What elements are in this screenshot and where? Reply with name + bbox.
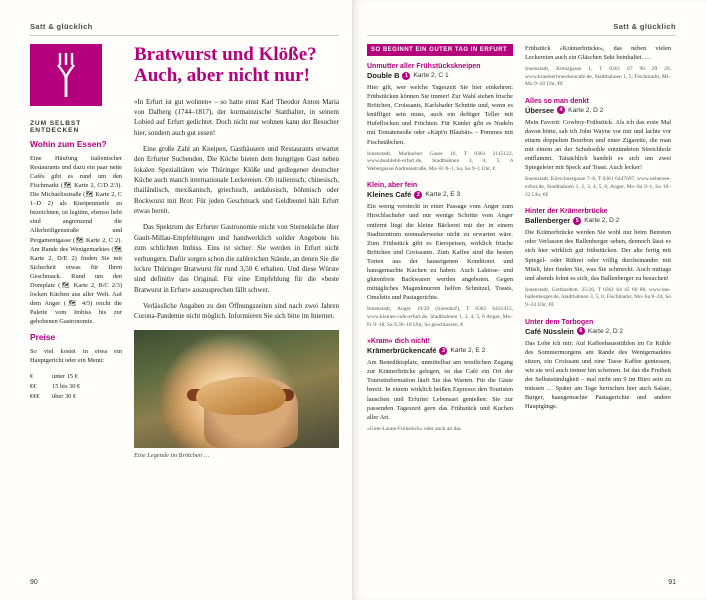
body-paragraph: Eine große Zahl an Kneipen, Gasthäusern und Restaurants erwartet den Erfurter Suchenden. Die Köche bieten dem hungrigen Gast neben lokalen Spezialitäten wie Thüringer Klöße und gediegener deutscher Küche auch manch internationale Leckereien. Ob italienisch, chinesisch, thailändisch, mexikanisch, griechisch, andalusisch, böhmisch oder Bockwurst mit Brot: Für jeden Geschmack und Geldbeutel hält Erfurt etwas bereit. (134, 144, 339, 216)
entry-text: Hier gilt, wer welche Tageszeit Sie hier einkehren: Frühstücken können Sie immer! Zur Wahl stehen frische Brötchen, Croissants, Karlsbader Schnitte und, wenn es knüffiger sein muss, auch ein deftiger Teller mit Hufeflocken und Früchten. Für Kinder gibt es Nudeln mit Tomatensoße oder »Käpt'n Blaubär« – Pommes mit Fischstäbchen. (367, 84, 513, 146)
entry-text: Am Benediktsplatz, unmittelbar am westlichen Zugang zur Krämerbrücke gelegen, ist das Café ein Ort der Touristinformation läuft Sie das Warten. Für die Gäste bereit. In einem wirklich heißen Espresso den Touristen lauschen und Erfurter Lebensart genießen: Sie zur passenden Tageszeit gern das Frühstück und Kuchen aller Art. (367, 359, 513, 421)
entry-info: Innenstadt, Kürschnergasse 7–8, T 0361 6447697, www.uebersee-erfurt.de, Stadtbahnen 1, 2, 3, 4, 5, 6; Anger, Mo–Sa 9–1, So 10–22 Uhr, €€ (525, 176, 671, 198)
entry-name-row (367, 71, 513, 80)
price-symbol: € (30, 373, 34, 381)
entry-category: Klein, aber fein (367, 182, 418, 190)
price-row (30, 392, 122, 402)
entry-name: Übersee (525, 105, 555, 115)
section-band: SO BEGINNT EIN GUTER TAG IN ERFURT (367, 44, 513, 56)
entry-name: Café Nüsslein (525, 326, 574, 336)
price-intro: So viel kostet in etwa ein Hauptgericht oder ein Menü: (30, 348, 122, 365)
right-column-2 (525, 44, 671, 589)
entry-category: Alles so man denkt (525, 97, 589, 105)
listing-entry-continuation (525, 44, 671, 89)
entry-name-row (525, 327, 671, 336)
price-symbol: €€€ (30, 392, 40, 400)
entry-name-row (367, 346, 513, 355)
entry-info: »Gute-Laune-Frühstück« oder auch an das (367, 425, 461, 432)
header-rule-right (367, 35, 676, 36)
entry-info: Innenstadt, Anger 19/20 (Innenhof), T 0361 6431415, www.kleines-cafe-erfurt.de, Stadtbahnen 1, 3, 4, 5, 6 Anger, Mo–Fr 9–18, Sa 9.30–18 Uhr, So geschlossen, € (367, 306, 513, 328)
section-label: ZUM SELBST ENTDECKEN (30, 120, 82, 134)
folio-left: 90 (30, 579, 38, 586)
entry-map-ref: Karte 2, D 2 (568, 106, 604, 114)
price-symbol: €€ (30, 382, 37, 390)
entry-category: Unter dem Torbogen (525, 318, 594, 326)
map-pin-icon: 4 (557, 106, 565, 114)
entry-info: Innenstadt, Kreuzgasse 1, T 0361 67 96 29 20, www.kraemerbrueckencafe.de, Stadtbahnen 1, 5; Fischmarkt, Mi–Mo 9–18 Uhr, €€ (525, 66, 671, 88)
photo-caption: Eine Legende im Brötchen … (134, 451, 210, 459)
bratwurst-photo (134, 330, 339, 448)
header-rule-left (30, 35, 339, 36)
sidebar-heading: Wohin zum Essen? (30, 139, 107, 149)
left-sidebar-column (30, 44, 122, 589)
entry-map-ref: Karte 2, C 1 (413, 72, 449, 79)
folio-right: 91 (668, 579, 676, 586)
entry-category: »Kram« dich nicht! (367, 338, 431, 346)
entry-category: Hinter der Krämerbrücke (525, 208, 608, 216)
listing-entry (367, 63, 513, 173)
entry-text: Das Lobe ich mir: Auf Kaffeehausstühlen im Gr Kühle des Sommermorgens am Rande des Wenigemarktes sitzen, ein Croissant und eine Tasse Kaffee geniessen, wie sie wol auch immer hin scheinen. Ist das die Freiheit der Selbstständigkeit – mal nicht um 9 im Büro sein zu müssen … Später am Tage herrschen hier auch Salate, Burger, hausgemachte Pastagerichte und andere Hauptgänge. (525, 339, 671, 411)
entry-info: Innenstadt, Gotthardtstr. 25/26, T 0361 64 45 60 88, www.das-ballenberger.de, Stadtbahnen 3, 5, 6; Fischmarkt, Mo–Sa 8–24, So 9–24 Uhr, €€ (525, 286, 671, 308)
entry-name: Kleines Café (367, 190, 412, 200)
entry-text: Die Krämerbrücke werden Sie wohl nur beim Betreten oder Verlassen des Ballenberger sehen, dennoch lässt es sich hier wirklich gut frühstücken. Der alte fertig mit Spiegel- oder Rührei oder völlig durcheinander mit Müsli, hier finden Sie, was Sie schmeckt. Auch mittags und abends lohnt es sich, das Ballenberger zu besuchen! (525, 229, 671, 282)
entry-name: Krämerbrückencafé (367, 346, 437, 356)
entry-map-ref: Karte 2, D 2 (587, 327, 624, 335)
price-value: 15 bis 30 € (52, 382, 81, 390)
map-pin-icon: 1 (402, 72, 410, 80)
sidebar-paragraph: Eine Häufung italienischer Restaurants und dazu ein paar nette Cafés gibt es rund um den Fischmarkt (🗺 Karte 2, C/D 2/3). Die Michaelisstraße (🗺 Karte 2, C 1–D 2) als Kneipenmeile zu bezeichnen, ist legitim, ebenso liebt sind angrenzend die Allerheiligenstraße und Pergamentgasse (🗺 Karte 2, C 2). Am Rande des Wenigemarktes (🗺 Karte 2, D/E 2) finden Sie mit Sicherheit etwas für Ihren Geschmack. Rund um den Domplatz (🗺 Karte 2, B/C 2/3) locken Küchen aus aller Welt. Auf dem Anger (🗺 4/5) reicht die Palette vom Imbiss bis zur gehobenen Gastronomie. (30, 154, 122, 326)
entry-map-ref: Karte 2, E 3 (425, 191, 461, 199)
fork-glyph (56, 53, 76, 97)
body-paragraph: Das Spektrum der Erfurter Gastronomie reicht von Sterneküche über Gault-Millau-Empfehlungen und handwerklich solider Angebote bis zum schlichten Imbiss. Eins ist sicher: Sie werden in Erfurt nicht verhungern. Dafür sorgen schon die zahlreichen Stände, an denen Sie die leckre Thüringer Bratwurst für rund 3,50 € erhalten. Und diese Würste sind definitiv das Original. Für eine Empfehlung für die »beste Bratwurst in Erfurt« auszusprechen fällt schwer. (134, 223, 339, 294)
entry-name-row (525, 106, 671, 115)
map-pin-icon: 5 (573, 217, 581, 225)
fork-logo-icon (30, 44, 102, 106)
entry-text: Mein Favorit: Cowboy-Frühstück. Als ich das erste Mal davon hörte, sah ich John Wayne vor mir und lachte vor einem doppelten Bourbon und einer Zigarette, die man mit einem an der Schuhsohle entzündeten Streichholz entflammt. Tatsächlich handelt es sich um zwei Spiegeleier mit Speck auf Toast. Auch lecker! (525, 118, 671, 172)
right-column-1 (367, 44, 513, 589)
left-main-column (134, 44, 339, 589)
listing-entry (367, 338, 513, 433)
page-title: Bratwurst und Klöße? Auch, aber nicht nur! (134, 44, 317, 87)
entry-category: Unmutter aller Frühstückskneipen (367, 63, 481, 70)
entry-name: Ballenberger (525, 216, 571, 226)
price-value: unter 15 € (52, 373, 78, 381)
body-paragraph: Verlässliche Angaben zu den Öffnungszeiten sind nach zwei Jahren Corona-Pandemie nicht möglich. Informieren Sie sich bitte im Internet. (134, 302, 339, 321)
entry-info: Innenstadt, Marbacher Gasse 10, T 0361 2115122, www.doublebb-erfurt.de, Stadtbahnen 3, 4, 5, 6 Webergasse/Andreasstraße, Mo–Fr 8–1, Sa, So 9–1 Uhr, € (367, 150, 513, 172)
running-head-right: Satt & glücklich (613, 22, 676, 31)
entry-name-row (525, 216, 671, 225)
price-heading: Preise (30, 332, 56, 343)
running-head-left: Satt & glücklich (30, 22, 93, 31)
listing-entry (367, 182, 513, 329)
map-pin-icon: 6 (577, 327, 585, 335)
price-value: über 30 € (52, 392, 77, 400)
price-row (30, 372, 122, 382)
entry-map-ref: Karte 2, D 2 (584, 217, 620, 225)
entry-name: Double B (367, 71, 400, 80)
map-pin-icon: 3 (439, 347, 447, 355)
entry-map-ref: Karte 2, E 2 (450, 347, 486, 355)
listing-entry (525, 98, 671, 199)
entry-text: Ein wenig versteckt in einer Passage vom Anger zum Hirschlachufer und nur wenige Schritte vom Anger entfernt liegt die kleine Bäckerei mit der in einem Stadtzentrum nonmalerweise nicht zu erwarten wäre. Zum Frühstück gibt es Eierspeisen, wirklich frische Brötchen und Croissants. Zum Kaffee sind die besten Torten aus der hauseigenen Konditorei und hausgemachte Kuchen zu haben. Auch Laktose- und glutenfreie Backwaren werden angeboten. Gegen mittägliches Magenknurren helfen Schnitzel, Toasts, Omeletts und Pastagerichte. (367, 203, 513, 302)
map-pin-icon: 2 (414, 191, 422, 199)
price-table (30, 372, 122, 401)
right-page (353, 0, 706, 600)
body-paragraph: »In Erfurt ist gut wohnen« – so hatte einst Karl Theodor Anton Maria von Dalberg (1744–1817), der kurmainzische Statthalter, in seinem Lobied auf Erfurt gedichtet. Doch nicht nur wohnen kann der Besucher hier, sondern auch gut essen! (134, 97, 339, 137)
listing-entry (525, 208, 671, 309)
entry-name-row (367, 190, 513, 199)
photo-bun (196, 379, 286, 414)
price-row (30, 382, 122, 392)
entry-text: Frühstück »Krämerbrücke«, das neben vielen Leckereien auch ein Gläschen Sekt beinhaltet. … (525, 45, 671, 62)
listing-entry (525, 319, 671, 412)
